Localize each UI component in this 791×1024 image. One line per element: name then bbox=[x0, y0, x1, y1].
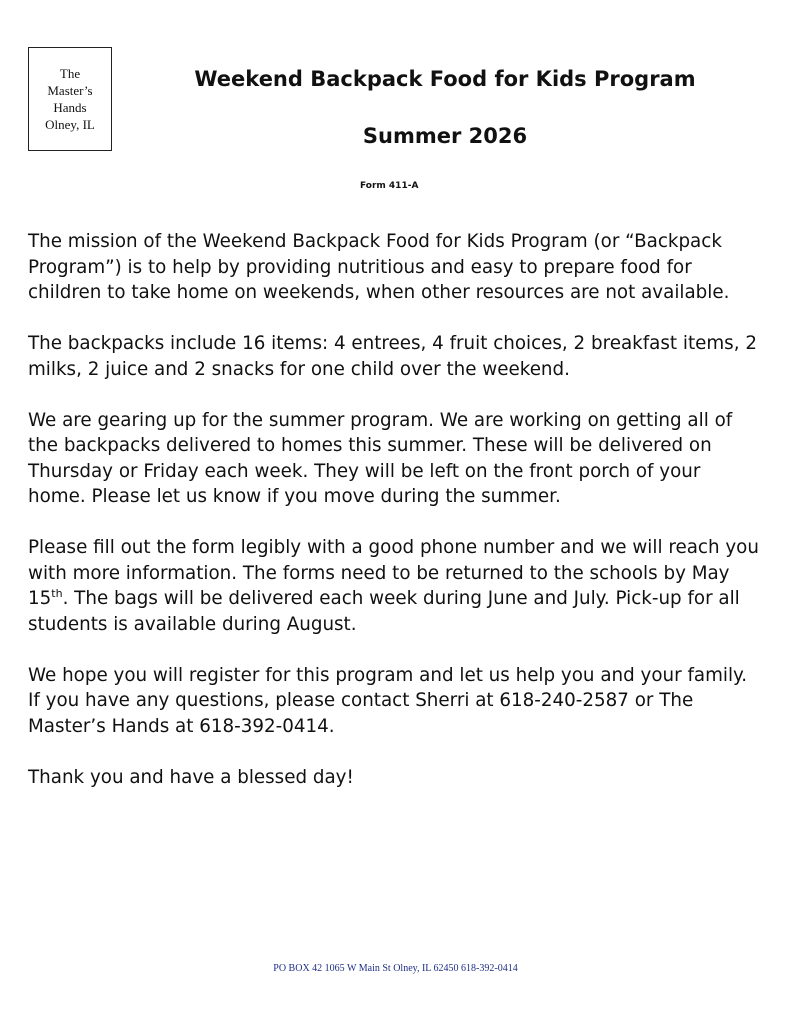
paragraph-contact: We hope you will register for this program and let us help you and your family. If you have any questions, please contact Sherri at 618-240-2587 or The Master’s Hands at 618-392-0414. bbox=[28, 664, 748, 737]
form-instructions-text-start: Please fill out the form legibly with a good phone number and we will reach you with more information. The forms need to be returned to the schools by May 15 bbox=[28, 537, 759, 609]
organization-logo bbox=[28, 47, 112, 151]
logo-line-4: Olney, IL bbox=[45, 117, 95, 132]
letter-body bbox=[28, 229, 763, 816]
paragraph-closing: Thank you and have a blessed day! bbox=[28, 766, 354, 788]
paragraph-backpack-contents: The backpacks include 16 items: 4 entrees, 4 fruit choices, 2 breakfast items, 2 milks, 2 juice and 2 snacks for one child over the weekend. bbox=[28, 333, 757, 380]
form-instructions-text-end: . The bags will be delivered each week during June and July. Pick-up for all students is available during August. bbox=[28, 588, 740, 635]
document-subtitle: Summer 2026 bbox=[362, 124, 528, 148]
ordinal-suffix: th bbox=[51, 586, 63, 600]
paragraph-summer-delivery: We are gearing up for the summer program. We are working on getting all of the backpacks delivered to homes this summer. These will be delivered on Thursday or Friday each week. They will be left on the front porch of your home. Please let us know if you move during the summer. bbox=[28, 409, 733, 507]
footer-address: PO BOX 42 1065 W Main St Olney, IL 62450 618-392-0414 bbox=[273, 963, 518, 974]
logo-line-1: The bbox=[59, 66, 81, 81]
paragraph-mission: The mission of the Weekend Backpack Food for Kids Program (or “Backpack Program”) is to help by providing nutritious and easy to prepare food for children to take home on weekends, when other resources are not available. bbox=[28, 231, 730, 303]
logo-line-3: Hands bbox=[53, 100, 87, 115]
form-number: Form 411-A bbox=[360, 181, 419, 191]
document-title: Weekend Backpack Food for Kids Program bbox=[194, 67, 696, 91]
logo-line-2: Master’s bbox=[47, 83, 93, 98]
paragraph-form-instructions bbox=[28, 535, 763, 637]
